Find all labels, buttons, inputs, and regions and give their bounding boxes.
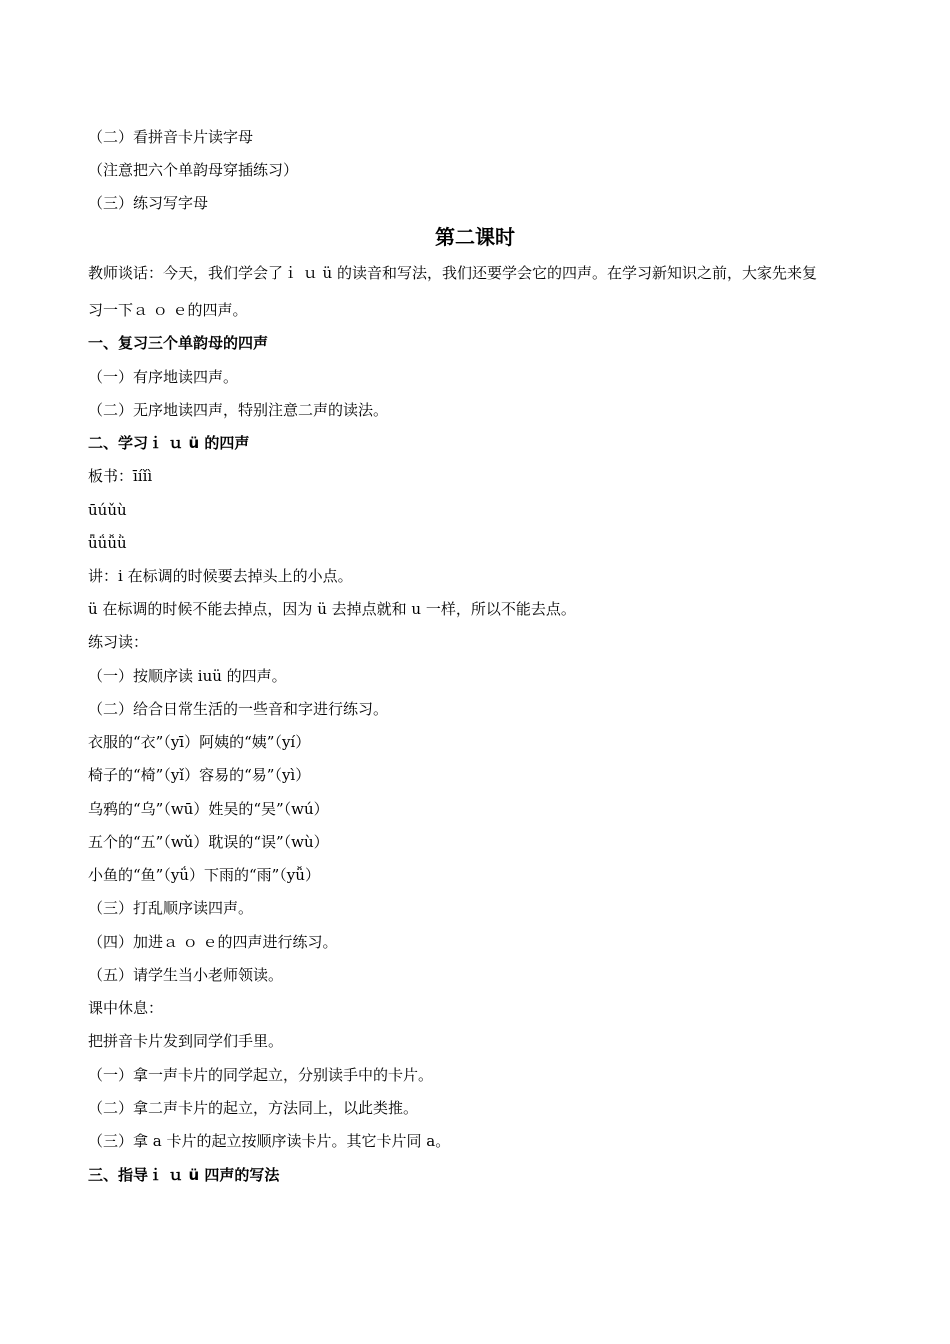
text-line: 五个的“五”（wǔ）耽误的“误”（wù） — [88, 833, 329, 851]
text-line: （一）有序地读四声。 — [88, 368, 239, 386]
section-title: 第二课时 — [435, 225, 515, 249]
text-line: 板书：īíǐì — [88, 467, 153, 485]
text-line: 练习读： — [88, 633, 149, 651]
text-line: ǖǘǚǜ — [88, 534, 127, 552]
text-line: （四）加进ａ ｏ ｅ的四声进行练习。 — [88, 933, 338, 951]
text-line: ü 在标调的时候不能去掉点，因为 ü 去掉点就和 u 一样，所以不能去点。 — [88, 600, 576, 618]
text-line: （一）拿一声卡片的同学起立，分别读手中的卡片。 — [88, 1066, 434, 1084]
text-line: ūúǔù — [88, 501, 127, 519]
text-line: （三）打乱顺序读四声。 — [88, 899, 254, 917]
text-line: （三）练习写字母 — [88, 194, 209, 212]
text-line: 椅子的“椅”（yǐ）容易的“易”（yì） — [88, 766, 311, 784]
text-line: （三）拿 a 卡片的起立按顺序读卡片。其它卡片同 a。 — [88, 1132, 451, 1150]
text-line: （二）拿二声卡片的起立，方法同上，以此类推。 — [88, 1099, 419, 1117]
text-line: 讲：i 在标调的时候要去掉头上的小点。 — [88, 567, 353, 585]
text-line: 习一下ａ ｏ ｅ的四声。 — [88, 301, 248, 319]
section-heading: 一、复习三个单韵母的四声 — [88, 334, 269, 352]
text-line: （二）给合日常生活的一些音和字进行练习。 — [88, 700, 389, 718]
text-line: （一）按顺序读 iuü 的四声。 — [88, 667, 287, 685]
section-heading: 三、指导ｉ ｕ ü 四声的写法 — [88, 1166, 280, 1184]
text-line: 课中休息： — [88, 999, 164, 1017]
text-line: （五）请学生当小老师领读。 — [88, 966, 284, 984]
section-heading: 二、学习ｉ ｕ ü 的四声 — [88, 434, 250, 452]
text-line: 把拼音卡片发到同学们手里。 — [88, 1032, 284, 1050]
text-line: （注意把六个单韵母穿插练习） — [88, 161, 299, 179]
text-line: 衣服的“衣”（yī）阿姨的“姨”（yí） — [88, 733, 311, 751]
text-line: 乌鸦的“乌”（wū）姓吴的“吴”（wú） — [88, 800, 329, 818]
text-line: 小鱼的“鱼”（yǘ）下雨的“雨”（yǚ） — [88, 866, 320, 884]
text-line: （二）无序地读四声，特别注意二声的读法。 — [88, 401, 389, 419]
text-line: 教师谈话：今天，我们学会了ｉ ｕ ü 的读音和写法，我们还要学会它的四声。在学习新知识之前，大家先来复 — [88, 264, 817, 282]
text-line: （二）看拼音卡片读字母 — [88, 128, 254, 146]
